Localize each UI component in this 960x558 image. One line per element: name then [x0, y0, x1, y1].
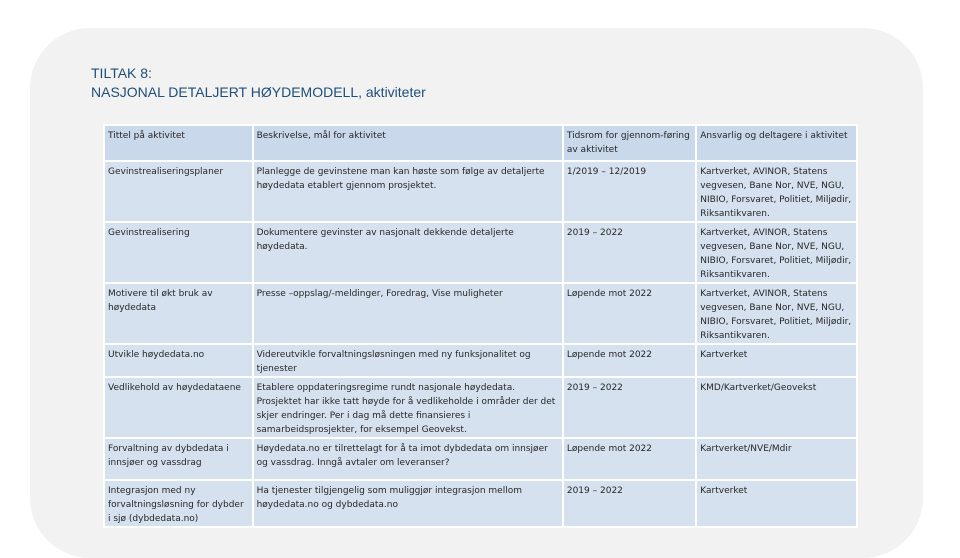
cell-title: Utvikle høydedata.no — [104, 344, 253, 377]
table-row — [104, 377, 857, 438]
table-row — [104, 438, 857, 480]
cell-title: Forvaltning av dybdedata i innsjøer og vassdrag — [104, 438, 253, 480]
cell-title: Motivere til økt bruk av høydedata — [104, 283, 253, 344]
cell-period: 1/2019 – 12/2019 — [563, 161, 696, 222]
cell-description: Planlegge de gevinstene man kan høste som følge av detaljerte høydedata etablert gjennom prosjektet. — [253, 161, 563, 222]
cell-description: Ha tjenester tilgjengelig som muliggjør integrasjon mellom høydedata.no og dybdedata.no — [253, 480, 563, 527]
cell-description: Presse –oppslag/-meldinger, Foredrag, Vise muligheter — [253, 283, 563, 344]
table-row — [104, 161, 857, 222]
cell-period: 2019 – 2022 — [563, 480, 696, 527]
cell-period: Løpende mot 2022 — [563, 438, 696, 480]
activities-table — [103, 124, 858, 528]
title-line-1: TILTAK 8: — [91, 65, 152, 81]
cell-period: 2019 – 2022 — [563, 377, 696, 438]
cell-description: Etablere oppdateringsregime rundt nasjonale høydedata. Prosjektet har ikke tatt høyde for å vedlikeholde i områder der det skjer endringer. Per i dag må dette finansieres i samarbeidsprosjekter, for eksempel Geovekst. — [253, 377, 563, 438]
cell-responsible: Kartverket, AVINOR, Statens vegvesen, Bane Nor, NVE, NGU, NIBIO, Forsvaret, Politiet, Miljødir, Riksantikvaren. — [696, 222, 857, 283]
cell-responsible: Kartverket, AVINOR, Statens vegvesen, Bane Nor, NVE, NGU, NIBIO, Forsvaret, Politiet, Miljødir, Riksantikvaren. — [696, 283, 857, 344]
header-period: Tidsrom for gjennom-føring av aktivitet — [563, 125, 696, 161]
cell-responsible: KMD/Kartverket/Geovekst — [696, 377, 857, 438]
table-header-row — [104, 125, 857, 161]
cell-description: Dokumentere gevinster av nasjonalt dekkende detaljerte høydedata. — [253, 222, 563, 283]
page-title — [91, 64, 426, 102]
header-responsible: Ansvarlig og deltagere i aktivitet — [696, 125, 857, 161]
title-line-2: NASJONAL DETALJERT HØYDEMODELL, aktiviteter — [91, 84, 426, 100]
cell-description: Høydedata.no er tilrettelagt for å ta imot dybdedata om innsjøer og vassdrag. Inngå avtaler om leveranser? — [253, 438, 563, 480]
cell-responsible: Kartverket/NVE/Mdir — [696, 438, 857, 480]
table-row — [104, 222, 857, 283]
cell-description: Videreutvikle forvaltningsløsningen med ny funksjonalitet og tjenester — [253, 344, 563, 377]
cell-period: Løpende mot 2022 — [563, 344, 696, 377]
cell-period: 2019 – 2022 — [563, 222, 696, 283]
header-description: Beskrivelse, mål for aktivitet — [253, 125, 563, 161]
cell-title: Gevinstrealiseringsplaner — [104, 161, 253, 222]
cell-responsible: Kartverket — [696, 480, 857, 527]
cell-title: Integrasjon med ny forvaltningsløsning for dybder i sjø (dybdedata.no) — [104, 480, 253, 527]
table-row — [104, 480, 857, 527]
cell-title: Gevinstrealisering — [104, 222, 253, 283]
cell-period: Løpende mot 2022 — [563, 283, 696, 344]
table-row — [104, 283, 857, 344]
cell-responsible: Kartverket, AVINOR, Statens vegvesen, Bane Nor, NVE, NGU, NIBIO, Forsvaret, Politiet, Miljødir, Riksantikvaren. — [696, 161, 857, 222]
table-row — [104, 344, 857, 377]
header-title: Tittel på aktivitet — [104, 125, 253, 161]
cell-responsible: Kartverket — [696, 344, 857, 377]
cell-title: Vedlikehold av høydedataene — [104, 377, 253, 438]
